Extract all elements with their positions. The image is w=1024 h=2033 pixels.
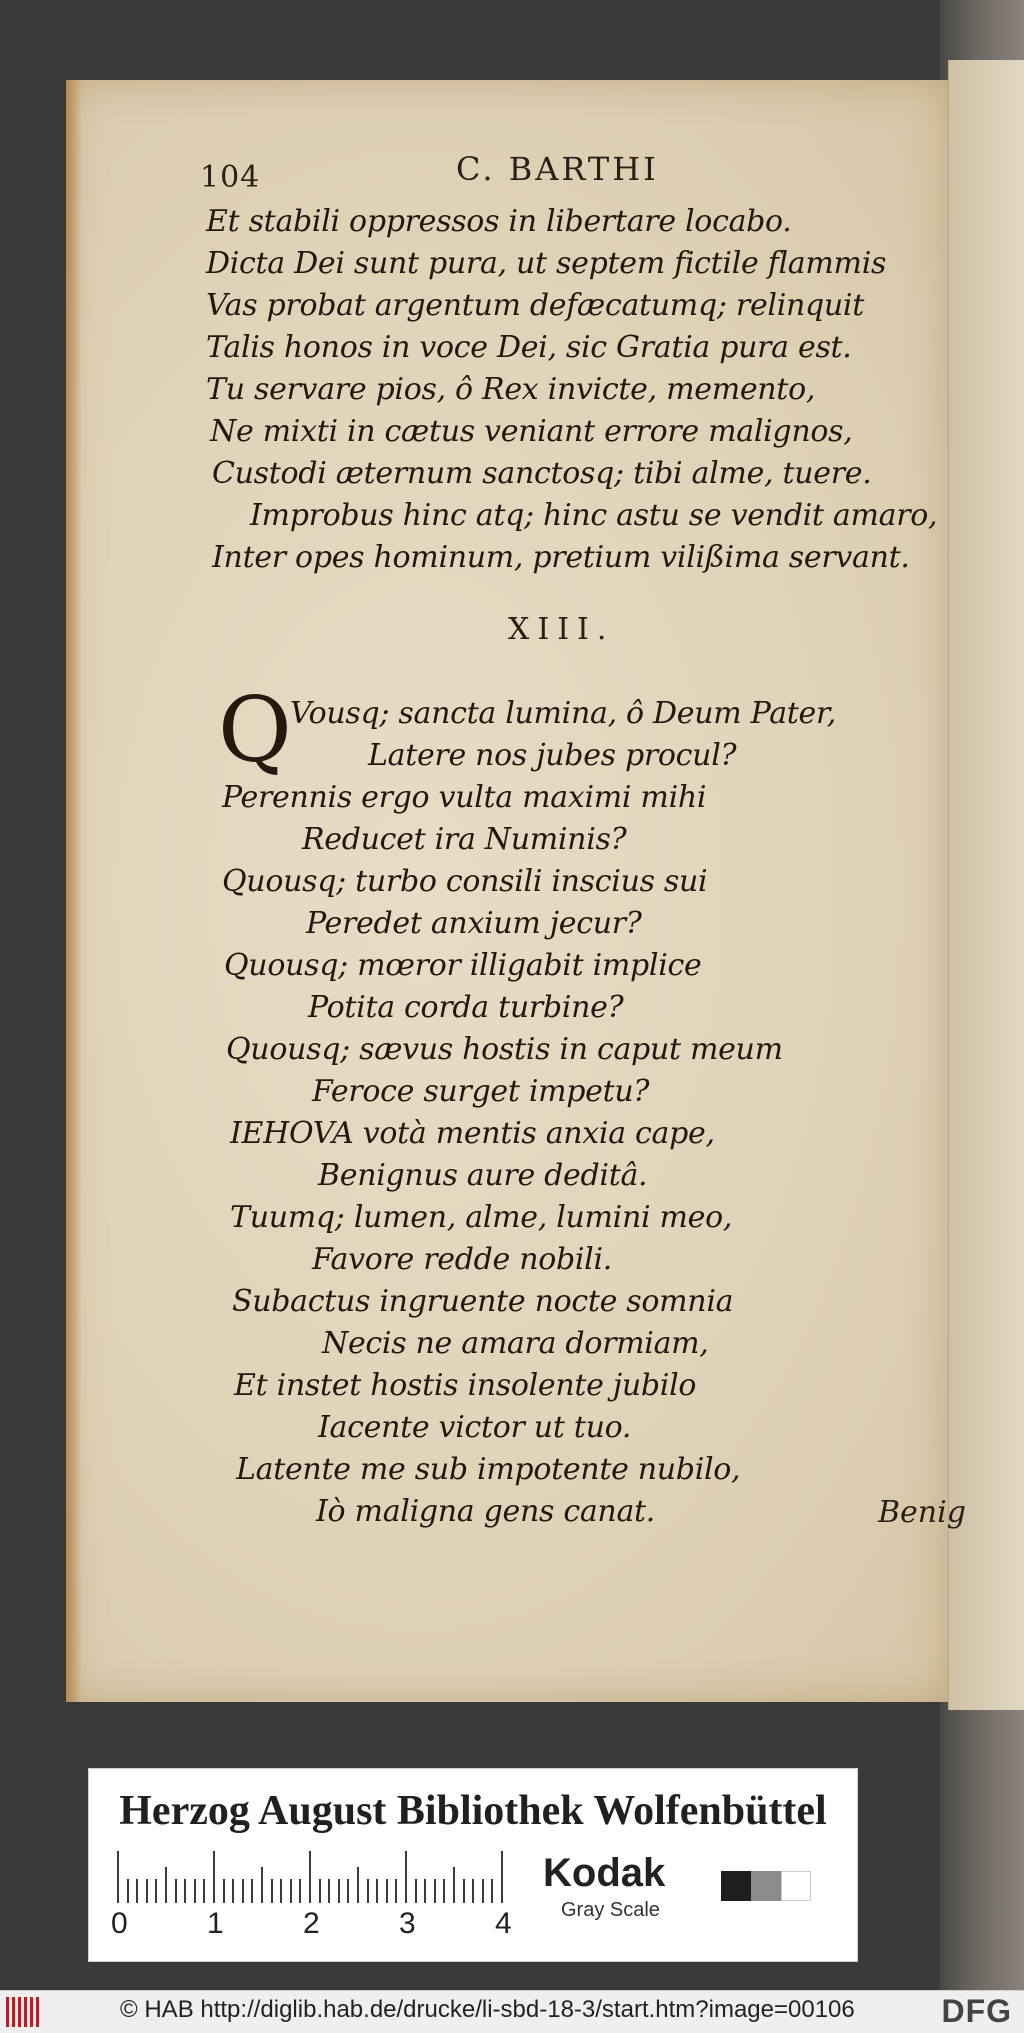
verse-line: Quousq; mœror illigabit implice — [224, 948, 702, 983]
verse-line: Tu servare pios, ô Rex invicte, memento, — [206, 372, 816, 407]
verse-line: Favore redde nobili. — [312, 1242, 613, 1277]
verse-line: Inter opes hominum, pretium vilißima servant. — [212, 540, 910, 575]
verse-line: Ne mixti in cætus veniant errore malignos, — [210, 414, 853, 449]
ruler-tick — [290, 1879, 292, 1903]
verse-line: IEHOVA votà mentis anxia cape, — [230, 1116, 715, 1151]
ruler-tick — [482, 1879, 484, 1903]
ruler-tick — [251, 1879, 253, 1903]
ruler-tick — [223, 1879, 225, 1903]
ruler-tick — [424, 1879, 426, 1903]
ruler-tick — [117, 1851, 119, 1903]
ruler-tick — [184, 1879, 186, 1903]
running-head: C. BARTHI — [456, 150, 659, 188]
drop-cap: Q — [218, 678, 292, 783]
ruler-tick — [203, 1879, 205, 1903]
verse-line: Vousq; sancta lumina, ô Deum Pater, — [290, 696, 836, 731]
ruler-tick — [232, 1879, 234, 1903]
ruler-tick — [443, 1879, 445, 1903]
ruler-tick — [261, 1867, 263, 1903]
ruler-tick — [434, 1879, 436, 1903]
ruler-number: 1 — [207, 1907, 224, 1940]
ruler-tick — [328, 1879, 330, 1903]
ruler-tick — [491, 1879, 493, 1903]
ruler-tick — [213, 1851, 215, 1903]
ruler-tick — [299, 1879, 301, 1903]
color-target-card — [88, 1768, 858, 1962]
verse-line: Quousq; sævus hostis in caput meum — [226, 1032, 783, 1067]
gray-scale-label: Gray Scale — [561, 1899, 660, 1921]
swatch-gray — [751, 1871, 781, 1901]
ruler-tick — [155, 1879, 157, 1903]
ruler-number: 4 — [495, 1907, 512, 1940]
verse-line: Et instet hostis insolente jubilo — [234, 1368, 697, 1403]
ruler-tick — [415, 1879, 417, 1903]
ruler-tick — [463, 1879, 465, 1903]
verse-line: Improbus hinc atq; hinc astu se vendit amaro, — [250, 498, 938, 533]
ruler-tick — [165, 1867, 167, 1903]
ruler-tick — [309, 1851, 311, 1903]
verse-line: Tuumq; lumen, alme, lumini meo, — [230, 1200, 733, 1235]
verse-line: Feroce surget impetu? — [312, 1074, 650, 1109]
ruler-tick — [405, 1851, 407, 1903]
verse-line: Talis honos in voce Dei, sic Gratia pura est. — [206, 330, 852, 365]
page-number: 104 — [200, 160, 261, 195]
ruler-tick — [194, 1879, 196, 1903]
verse-line: Dicta Dei sunt pura, ut septem fictile flammis — [206, 246, 887, 281]
hab-logo-icon — [6, 1997, 46, 2027]
swatch-white — [781, 1871, 811, 1901]
swatch-black — [721, 1871, 751, 1901]
verse-line: Perennis ergo vulta maximi mihi — [222, 780, 707, 815]
ruler-tick — [367, 1879, 369, 1903]
ruler-tick — [501, 1851, 503, 1903]
verse-line: Reducet ira Numinis? — [302, 822, 627, 857]
ruler-tick — [127, 1879, 129, 1903]
ruler-tick — [386, 1879, 388, 1903]
ruler-tick — [472, 1879, 474, 1903]
ruler-tick — [280, 1879, 282, 1903]
ruler-tick — [376, 1879, 378, 1903]
verse-line: Subactus ingruente nocte somnia — [232, 1284, 734, 1319]
verse-line: Necis ne amara dormiam, — [322, 1326, 709, 1361]
ruler-tick — [395, 1879, 397, 1903]
catchword: Benig — [878, 1495, 966, 1530]
ruler-tick — [319, 1879, 321, 1903]
verse-line: Custodi æternum sanctosq; tibi alme, tuere. — [212, 456, 872, 491]
verse-line: Iò maligna gens canat. — [316, 1494, 656, 1529]
verse-line: Quousq; turbo consili inscius sui — [222, 864, 708, 899]
verse-line: Latente me sub impotente nubilo, — [236, 1452, 741, 1487]
ruler-tick — [136, 1879, 138, 1903]
gray-swatches — [721, 1871, 813, 1901]
ruler-tick — [242, 1879, 244, 1903]
ruler-tick — [347, 1879, 349, 1903]
ruler-tick — [271, 1879, 273, 1903]
kodak-logo: Kodak — [543, 1851, 666, 1895]
verse-line: Vas probat argentum defæcatumq; relinquit — [206, 288, 864, 323]
verse-line: Et stabili oppressos in libertare locabo. — [206, 204, 792, 239]
copyright-bar — [0, 1990, 1024, 2033]
section-title: XIII. — [508, 612, 615, 647]
page-gutter-shadow — [66, 80, 82, 1702]
verse-line: Latere nos jubes procul? — [368, 738, 737, 773]
library-name: Herzog August Bibliothek Wolfenbüttel — [119, 1788, 827, 1834]
verse-line: Iacente victor ut tuo. — [318, 1410, 632, 1445]
verse-line: Peredet anxium jecur? — [306, 906, 642, 941]
ruler-tick — [175, 1879, 177, 1903]
verse-line: Benignus aure deditâ. — [318, 1158, 648, 1193]
ruler-number: 2 — [303, 1907, 320, 1940]
ruler-tick — [357, 1867, 359, 1903]
ruler-tick — [453, 1867, 455, 1903]
ruler-number: 3 — [399, 1907, 416, 1940]
verse-line: Potita corda turbine? — [308, 990, 624, 1025]
ruler-number: 0 — [111, 1907, 128, 1940]
facing-page-edge — [948, 60, 1024, 1710]
copyright-link[interactable]: © HAB http://diglib.hab.de/drucke/li-sbd-18-3/start.htm?image=00106 — [120, 1996, 855, 2023]
ruler-scale — [117, 1851, 537, 1903]
ruler-tick — [338, 1879, 340, 1903]
dfg-logo: DFG — [941, 1993, 1012, 2029]
page-header — [200, 150, 720, 200]
ruler-tick — [146, 1879, 148, 1903]
